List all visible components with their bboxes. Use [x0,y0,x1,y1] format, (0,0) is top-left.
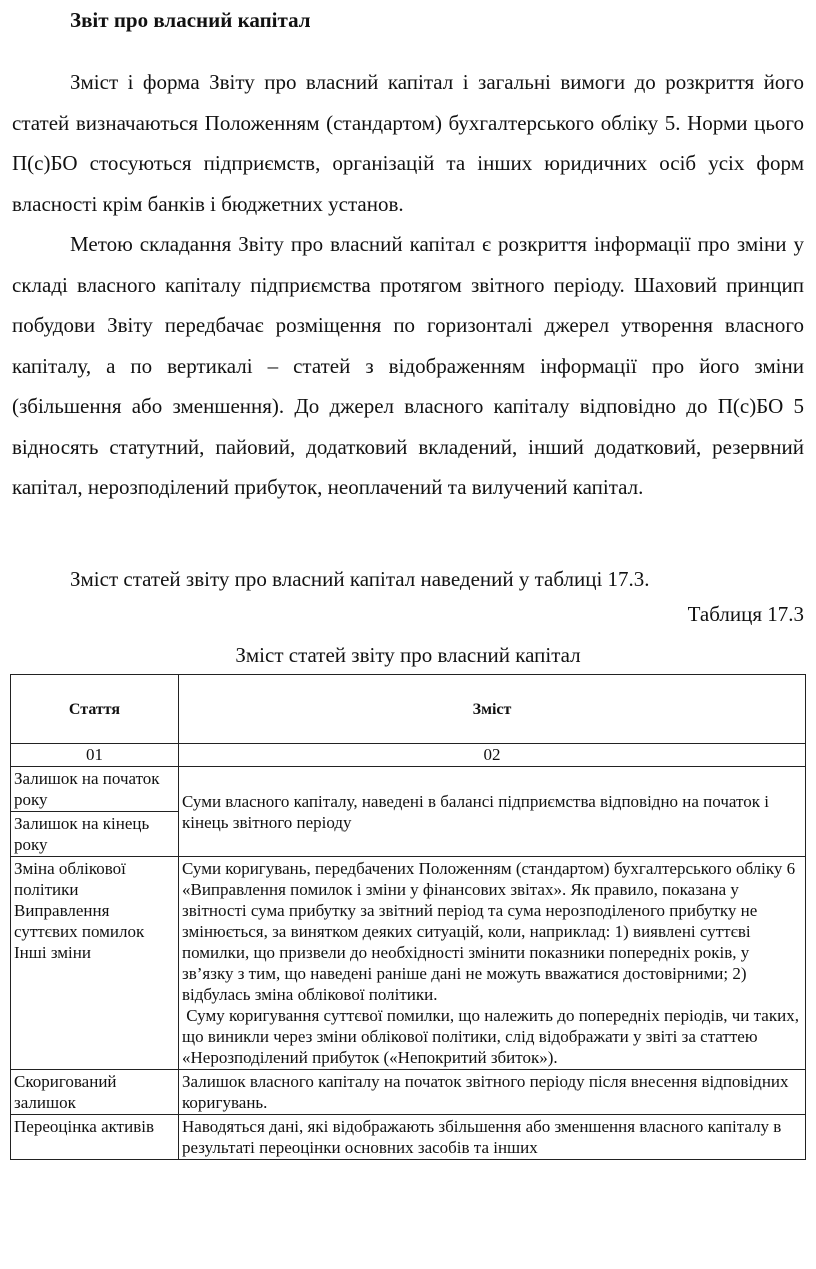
article-cell: Переоцінка активів [11,1115,179,1160]
table-row [11,857,806,1070]
table-row [11,1070,806,1115]
article-cell: Скоригований залишок [11,1070,179,1115]
header-article: Стаття [11,675,179,744]
column-number-2: 02 [179,744,806,767]
content-cell: Наводяться дані, які відображають збільшення або зменшення власного капіталу в результаті переоцінки основних засобів та інших [179,1115,806,1160]
content-cell: Залишок власного капіталу на початок звітного періоду після внесення відповідних коригувань. [179,1070,806,1115]
content-cell: Суми власного капіталу, наведені в балансі підприємства відповідно на початок і кінець звітного періоду [179,767,806,857]
content-table [10,674,806,1160]
article-cell: Залишок на кінець року [11,812,179,857]
article-line: Інші зміни [14,943,91,962]
content-paragraph: Суму коригування суттєвої помилки, що належить до попередніх періодів, чи таких, що виникли через зміни облікової політики, слід відображати у звіті за статтею «Нерозподілений прибуток («Непокритий збиток»). [182,1006,804,1067]
paragraph-1: Зміст і форма Звіту про власний капітал і загальні вимоги до розкриття його статей визначаються Положенням (стандартом) бухгалтерського обліку 5. Норми цього П(с)БО стосуються підприємств, організацій та інших юридичних осіб усіх форм власності крім банків і бюджетних установ. [12,70,804,216]
article-cell [11,857,179,1070]
article-line: Зміна облікової політики [14,859,126,899]
table-row [11,1115,806,1160]
paragraph-2: Метою складання Звіту про власний капітал є розкриття інформації про зміни у складі власного капіталу підприємства протягом звітного періоду. Шаховий принцип побудови Звіту передбачає розміщення по горизонталі джерел утворення власного капіталу, а по вертикалі – статей з відображенням інформації про його зміни (збільшення або зменшення). До джерел власного капіталу відповідно до П(с)БО 5 відносять статутний, пайовий, додатковий вкладений, інший додатковий, резервний капітал, нерозподілений прибуток, неоплачений та вилучений капітал. [12,232,804,499]
article-cell: Залишок на початок року [11,767,179,812]
content-cell [179,857,806,1070]
article-line: Виправлення суттєвих помилок [14,901,145,941]
table-number-row [11,744,806,767]
table-title: Зміст статей звіту про власний капітал [235,643,581,667]
column-number-1: 01 [11,744,179,767]
content-paragraph: Суми коригувань, передбачених Положенням (стандартом) бухгалтерського обліку 6 «Виправлення помилок і зміни у фінансових звітах». Як правило, показана у звітності сума прибутку за звітний період та сума нерозподіленого прибутку не змінюється, за винятком деяких ситуацій, коли, наприклад: 1) виявлені суттєві помилки, що призвели до необхідності змінити показники попередніх років, у зв’язку з тим, що наведені раніше дані не можуть вважатися достовірними; 2) відбулась зміна облікової політики. [182,859,796,1004]
paragraph-3: Зміст статей звіту про власний капітал наведений у таблиці 17.3. [70,567,650,591]
table-row [11,767,806,812]
table-label: Таблиця 17.3 [687,602,804,626]
section-heading: Звіт про власний капітал [70,8,311,32]
table-header-row [11,675,806,744]
header-content: Зміст [179,675,806,744]
